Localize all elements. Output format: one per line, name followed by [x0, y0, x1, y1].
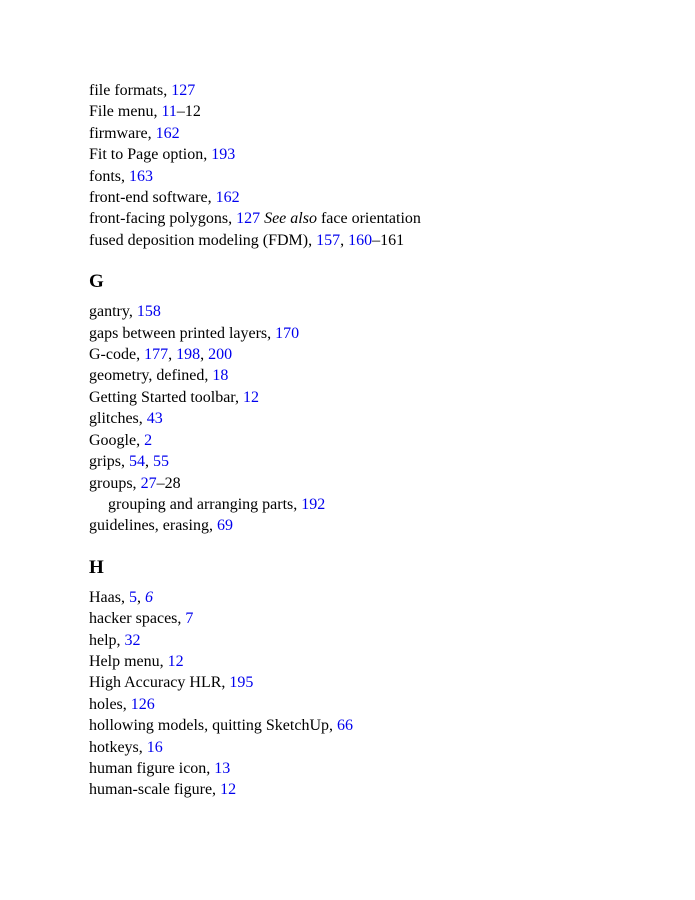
page-number-link[interactable]: 11 [161, 103, 177, 121]
page-number-link[interactable]: 12 [220, 781, 237, 799]
entry-text: Help menu, [89, 652, 168, 670]
index-entry [89, 123, 669, 144]
index-section [89, 271, 669, 536]
index-entry [89, 608, 669, 629]
page-number-link[interactable]: 158 [136, 303, 161, 321]
index-entry [89, 230, 669, 251]
entry-text: –161 [372, 231, 405, 249]
entry-text: front-facing polygons, [89, 210, 237, 228]
entry-text: help, [89, 631, 125, 649]
entry-text: hotkeys, [89, 738, 147, 756]
page-number-link[interactable]: 12 [243, 388, 259, 406]
index-entry [89, 779, 669, 800]
entry-text: groups, [89, 474, 141, 492]
entry-text: hacker spaces, [89, 610, 186, 628]
index-entry [89, 672, 669, 693]
page-number-link[interactable]: 198 [176, 346, 201, 364]
index-entry [89, 473, 669, 494]
entry-text: glitches, [89, 410, 147, 428]
entry-text: human figure icon, [89, 759, 215, 777]
page-number-link[interactable]: 127 [171, 82, 196, 99]
index-page [89, 80, 669, 801]
page-number-link[interactable]: 177 [144, 346, 169, 364]
entry-text: File menu, [89, 103, 162, 121]
index-entry [89, 694, 669, 715]
index-subentry [89, 494, 669, 515]
page-number-link[interactable]: 43 [146, 410, 163, 428]
index-entry [89, 323, 669, 344]
entry-text: face orientation [316, 210, 421, 228]
index-entry [89, 187, 669, 208]
page-number-link[interactable]: 13 [214, 759, 231, 777]
entry-text: , [145, 453, 153, 471]
entry-text: front-end software, [89, 189, 216, 207]
index-entry [89, 208, 669, 229]
section-letter-heading: G [89, 271, 104, 293]
page-number-link[interactable]: 126 [130, 695, 155, 713]
page-number-link[interactable]: 27 [140, 474, 157, 492]
index-entry [89, 387, 669, 408]
page-number-link[interactable]: 2 [144, 431, 153, 449]
entry-text: geometry, defined, [89, 367, 213, 385]
entry-text: gantry, [89, 303, 137, 321]
page-number-link[interactable]: 160 [348, 231, 373, 249]
index-entry [89, 430, 669, 451]
section-letter-heading: H [89, 556, 104, 578]
page-number-link[interactable]: 18 [212, 367, 229, 385]
index-section [89, 80, 669, 251]
page-number-link[interactable]: 12 [167, 652, 184, 670]
entry-text: , [200, 346, 209, 364]
entry-text: , [168, 346, 177, 364]
entry-text: holes, [89, 695, 131, 713]
page-number-link[interactable]: 193 [211, 146, 236, 164]
entry-text: file formats, [89, 82, 172, 99]
entry-text: , [340, 231, 349, 249]
see-also-label: See also [264, 210, 317, 228]
index-entry [89, 651, 669, 672]
page-number-link[interactable]: 16 [146, 738, 163, 756]
page-number-link[interactable]: 162 [155, 124, 180, 142]
index-entry [89, 715, 669, 736]
entry-text: fonts, [89, 167, 129, 185]
index-entry [89, 301, 669, 322]
entry-text: Fit to Page option, [89, 146, 212, 164]
entry-text: –28 [156, 474, 181, 492]
page-number-link[interactable]: 162 [215, 189, 240, 207]
index-entry [89, 758, 669, 779]
entry-text: guidelines, erasing, [89, 517, 217, 535]
entry-text: Getting Started toolbar, [89, 388, 243, 406]
entry-text: grips, [89, 453, 129, 471]
entry-text: G-code, [89, 346, 145, 364]
entry-text: gaps between printed layers, [89, 324, 276, 342]
index-entry [89, 166, 669, 187]
entry-text: Haas, [89, 588, 129, 606]
index-entry [89, 451, 669, 472]
page-number-link[interactable]: 195 [229, 674, 254, 692]
entry-text: grouping and arranging parts, [108, 495, 302, 513]
page-number-link[interactable]: 69 [216, 517, 233, 535]
page-number-link[interactable]: 200 [208, 346, 233, 364]
page-number-link[interactable]: 54 [129, 453, 145, 471]
entry-text: hollowing models, quitting SketchUp, [89, 717, 337, 735]
entry-text: human-scale figure, [89, 781, 221, 799]
index-entry [89, 737, 669, 758]
page-number-link[interactable]: 6 [144, 588, 153, 606]
entry-text: High Accuracy HLR, [89, 674, 230, 692]
page-number-link[interactable]: 5 [128, 588, 137, 606]
index-entry [89, 144, 669, 165]
page-number-link[interactable]: 127 [236, 210, 261, 228]
index-entry [89, 80, 669, 101]
page-number-link[interactable]: 157 [316, 231, 341, 249]
index-entry [89, 408, 669, 429]
page-number-link[interactable]: 32 [124, 631, 141, 649]
page-number-link[interactable]: 7 [185, 610, 194, 628]
page-number-link[interactable]: 170 [275, 324, 300, 342]
page-number-link[interactable]: 55 [153, 453, 169, 471]
index-section [89, 557, 669, 801]
index-entry [89, 515, 669, 536]
page-number-link[interactable]: 192 [301, 495, 326, 513]
entry-text: firmware, [89, 124, 156, 142]
index-entry [89, 365, 669, 386]
entry-text: –12 [176, 103, 201, 121]
index-entry [89, 587, 669, 608]
index-entry [89, 101, 669, 122]
entry-text: fused deposition modeling (FDM), [89, 231, 317, 249]
page-number-link[interactable]: 163 [129, 167, 153, 185]
entry-text: , [136, 588, 145, 606]
index-entry [89, 344, 669, 365]
entry-text: Google, [89, 431, 145, 449]
page-number-link[interactable]: 66 [337, 717, 353, 735]
index-entry [89, 630, 669, 651]
